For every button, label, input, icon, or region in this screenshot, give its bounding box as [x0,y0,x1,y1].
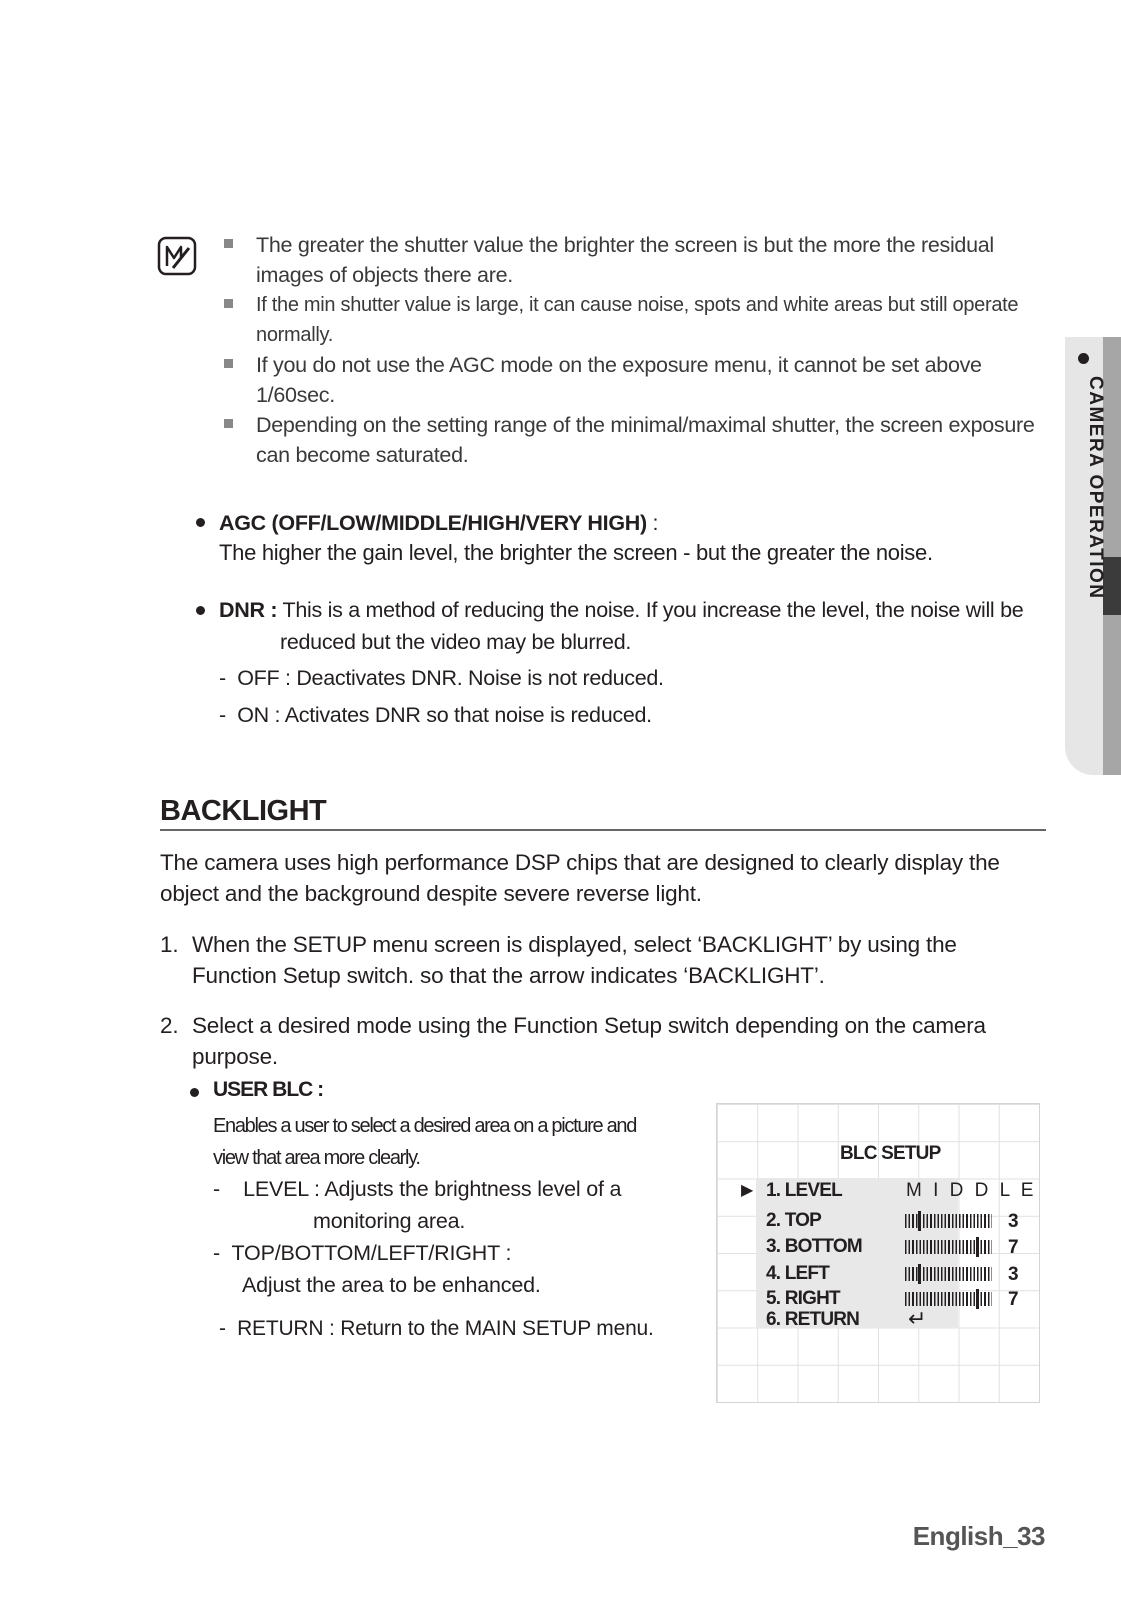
osd-slider-right[interactable] [905,1292,992,1306]
page-number: English_33 [912,1521,1045,1551]
osd-cursor-arrow-icon: ▶ [741,1182,754,1199]
osd-slider-bottom[interactable] [905,1240,992,1254]
user-blc-desc-1: Enables a user to select a desired area on a picture and [213,1115,637,1137]
osd-value-top: 3 [1008,1211,1019,1232]
side-tab-dot [1078,353,1089,364]
note-item: If you do not use the AGC mode on the exposure menu, it cannot be set above 1/60sec. [224,350,1044,410]
note-item: Depending on the setting range of the minimal/maximal shutter, the screen exposure can become saturated. [224,410,1044,470]
dnr-line-2: reduced but the video may be blurred. [280,630,632,654]
bullet-dot [196,518,205,527]
bullet-dot [196,606,205,615]
note-icon [157,236,197,276]
return-line: - RETURN : Return to the MAIN SETUP menu. [219,1317,654,1340]
tblr-line-1: - TOP/BOTTOM/LEFT/RIGHT : [213,1241,512,1265]
agc-label: AGC (OFF/LOW/MIDDLE/HIGH/VERY HIGH) [219,511,647,535]
step-number: 2. [160,1013,179,1038]
return-arrow-icon: ↵ [908,1306,927,1331]
osd-value-right: 7 [1008,1289,1019,1310]
osd-slider-top[interactable] [905,1214,992,1228]
osd-item-bottom[interactable]: 3. BOTTOM [766,1236,862,1257]
step-1-line-2: Function Setup switch. so that the arrow indicates ‘BACKLIGHT’. [192,963,825,988]
tblr-line-2: Adjust the area to be enhanced. [242,1273,541,1297]
dnr-label: DNR : [219,598,278,622]
osd-item-right[interactable]: 5. RIGHT [766,1288,840,1309]
step-2-line-2: purpose. [192,1044,278,1069]
user-blc-desc-2: view that area more clearly. [213,1147,420,1169]
osd-item-return[interactable]: 6. RETURN [766,1309,860,1330]
note-item: The greater the shutter value the brighter the screen is but the more the residual images of objects there are. [224,230,1044,290]
side-tab-label: CAMERA OPERATION [1085,376,1106,600]
osd-value-level: M I D D L E [906,1180,1037,1201]
note-item: If the min shutter value is large, it can cause noise, spots and white areas but still operate normally. [224,290,1044,350]
level-line-2: monitoring area. [313,1209,466,1233]
intro-line-2: object and the background despite severe reverse light. [160,881,702,906]
dnr-option-on: - ON : Activates DNR so that noise is reduced. [219,703,652,727]
osd-item-level[interactable]: 1. LEVEL [766,1180,842,1201]
section-title: BACKLIGHT [160,795,327,827]
osd-item-left[interactable]: 4. LEFT [766,1263,830,1284]
step-2-line-1: Select a desired mode using the Function Setup switch depending on the camera [192,1013,986,1038]
step-number: 1. [160,932,179,957]
agc-description: The higher the gain level, the brighter the screen - but the greater the noise. [219,540,933,565]
osd-title: BLC SETUP [840,1143,941,1164]
osd-value-left: 3 [1008,1264,1019,1285]
intro-line-1: The camera uses high performance DSP chips that are designed to clearly display the [160,850,1000,875]
note-list [224,230,1044,470]
dnr-option-off: - OFF : Deactivates DNR. Noise is not reduced. [219,666,664,690]
level-line-1: - LEVEL : Adjusts the brightness level of a [213,1177,622,1201]
agc-heading: AGC (OFF/LOW/MIDDLE/HIGH/VERY HIGH) : [219,511,659,535]
osd-value-bottom: 7 [1008,1237,1019,1258]
section-divider [160,829,1046,831]
step-1-line-1: When the SETUP menu screen is displayed, select ‘BACKLIGHT’ by using the [192,932,957,957]
bullet-dot [190,1088,199,1097]
osd-item-top[interactable]: 2. TOP [766,1210,822,1231]
user-blc-label: USER BLC : [213,1078,324,1101]
dnr-line-1: DNR : This is a method of reducing the noise. If you increase the level, the noise will be [219,598,1024,622]
osd-slider-left[interactable] [905,1267,992,1281]
